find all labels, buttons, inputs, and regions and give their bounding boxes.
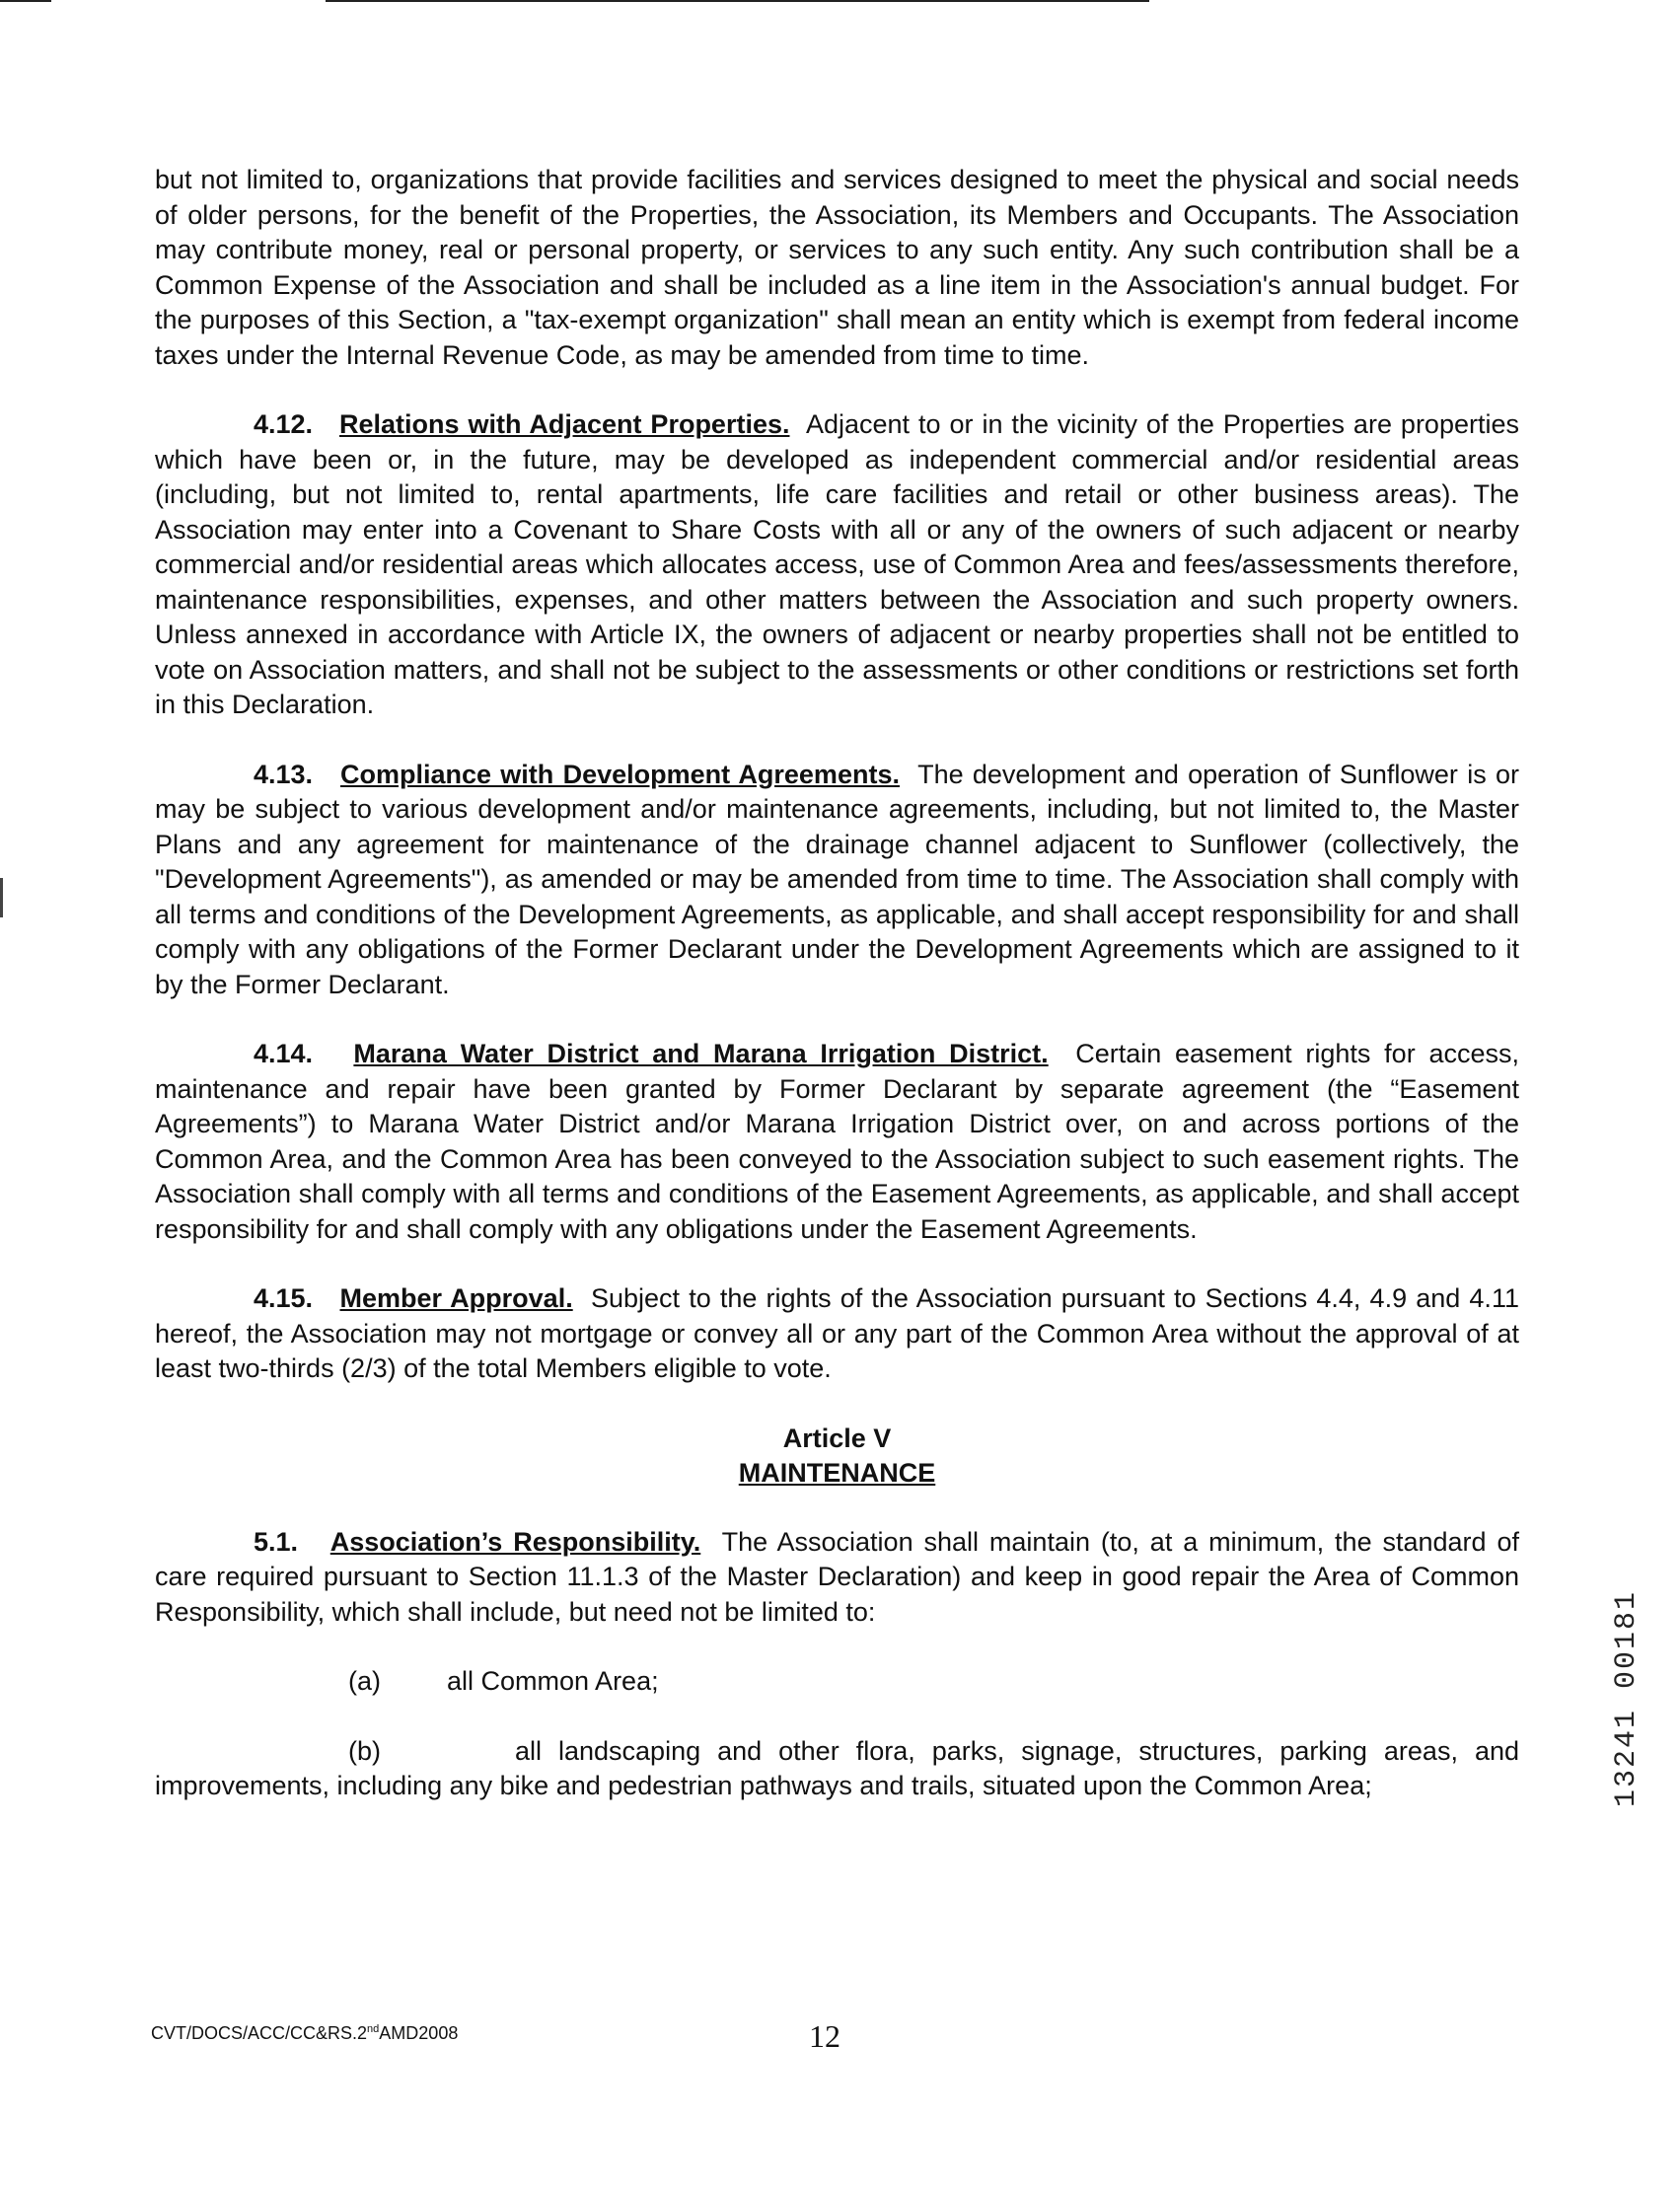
section-heading: Member Approval. bbox=[339, 1283, 573, 1313]
doc-ref-superscript: nd bbox=[367, 2023, 380, 2035]
scan-top-edge-right bbox=[326, 0, 1149, 2]
section-4-12 bbox=[155, 407, 1519, 723]
section-body: The development and operation of Sunflower is or may be subject to various development and/or maintenance agreements, including, but not limited to, the Master Plans and any agreement for maintenance of the drainage channel adjacent to Sunflower (collectively, the "Development Agreements"), as amended or may be amended from time to time. The Association shall comply with all terms and conditions of the Development Agreements, as applicable, and shall accept responsibility for and shall comply with any obligations of the Former Declarant under the Development Agreements which are assigned to it by the Former Declarant. bbox=[155, 759, 1519, 999]
list-item-label: (a) bbox=[348, 1666, 381, 1696]
section-4-15 bbox=[155, 1281, 1519, 1387]
list-item-text: all Common Area; bbox=[447, 1666, 659, 1696]
section-number: 4.15. bbox=[254, 1283, 314, 1313]
section-5-1 bbox=[155, 1525, 1519, 1631]
article-title: MAINTENANCE bbox=[738, 1457, 936, 1488]
section-number: 5.1. bbox=[254, 1526, 299, 1557]
page-number: 12 bbox=[809, 2018, 840, 2054]
section-heading: Relations with Adjacent Properties. bbox=[338, 409, 790, 439]
scan-top-edge-left bbox=[0, 0, 51, 2]
list-item bbox=[155, 1664, 1519, 1700]
section-body: Subject to the rights of the Association pursuant to Sections 4.4, 4.9 and 4.11 hereof, the Association may not mortgage or convey all or any part of the Common Area without the approval of at least two-thirds (2/3) of the total Members eligible to vote. bbox=[155, 1283, 1519, 1383]
document-page bbox=[155, 163, 1519, 1839]
section-number: 4.12. bbox=[254, 409, 314, 439]
article-heading bbox=[155, 1422, 1519, 1491]
scan-edge-mark bbox=[0, 878, 3, 917]
section-body: Adjacent to or in the vicinity of the Properties are properties which have been or, in the future, may be developed as independent commercial and/or residential areas (including, but not limited to, rental apartments, life care facilities and retail or other business areas). The Association may enter into a Covenant to Share Costs with all or any of the owners of such adjacent or nearby commercial and/or residential areas which allocates access, use of Common Area and fees/assessments therefore, maintenance responsibilities, expenses, and other matters between the Association and such property owners. Unless annexed in accordance with Article IX, the owners of adjacent or nearby properties shall not be entitled to vote on Association matters, and shall not be subject to the assessments or other conditions or restrictions set forth in this Declaration. bbox=[155, 409, 1519, 719]
section-body: Certain easement rights for access, maintenance and repair have been granted by Former Declarant by separate agreement (the “Easement Agreements”) to Marana Water District and/or Marana Irrigation District over, on and across portions of the Common Area, and the Common Area has been conveyed to the Association subject to such easement rights. The Association shall comply with all terms and conditions of the Easement Agreements, as applicable, and shall accept responsibility for and shall comply with any obligations under the Easement Agreements. bbox=[155, 1039, 1519, 1244]
list-item-label: (b) bbox=[348, 1735, 381, 1766]
document-reference bbox=[151, 2023, 458, 2044]
recording-stamp: 13241 00181 bbox=[1610, 1590, 1643, 1808]
section-heading: Association’s Responsibility. bbox=[329, 1526, 701, 1557]
doc-ref-suffix: AMD2008 bbox=[379, 2023, 459, 2043]
section-body: The Association shall maintain (to, at a minimum, the standard of care required pursuant to Section 11.1.3 of the Master Declaration) and keep in good repair the Area of Common Responsibility, which shall include, but need not be limited to: bbox=[155, 1526, 1519, 1627]
article-number: Article V bbox=[782, 1423, 892, 1453]
section-heading: Compliance with Development Agreements. bbox=[339, 759, 900, 789]
list-item-text: all landscaping and other flora, parks, signage, structures, parking areas, and improvements, including any bike and pedestrian pathways and trails, situated upon the Common Area; bbox=[155, 1735, 1519, 1800]
list-item bbox=[155, 1734, 1519, 1804]
section-4-14 bbox=[155, 1037, 1519, 1247]
doc-ref-main: CVT/DOCS/ACC/CC&RS.2 bbox=[151, 2023, 368, 2043]
intro-paragraph: but not limited to, organizations that provide facilities and services designed to meet the physical and social needs of older persons, for the benefit of the Properties, the Association, its Members and Occupants. The Association may contribute money, real or personal property, or services to any such entity. Any such contribution shall be a Common Expense of the Association and shall be included as a line item in the Association's annual budget. For the purposes of this Section, a "tax-exempt organization" shall mean an entity which is exempt from federal income taxes under the Internal Revenue Code, as may be amended from time to time. bbox=[155, 165, 1519, 370]
section-4-13 bbox=[155, 758, 1519, 1003]
section-heading: Marana Water District and Marana Irrigation District. bbox=[353, 1039, 1049, 1068]
section-number: 4.14. bbox=[254, 1039, 314, 1068]
section-number: 4.13. bbox=[254, 759, 314, 789]
